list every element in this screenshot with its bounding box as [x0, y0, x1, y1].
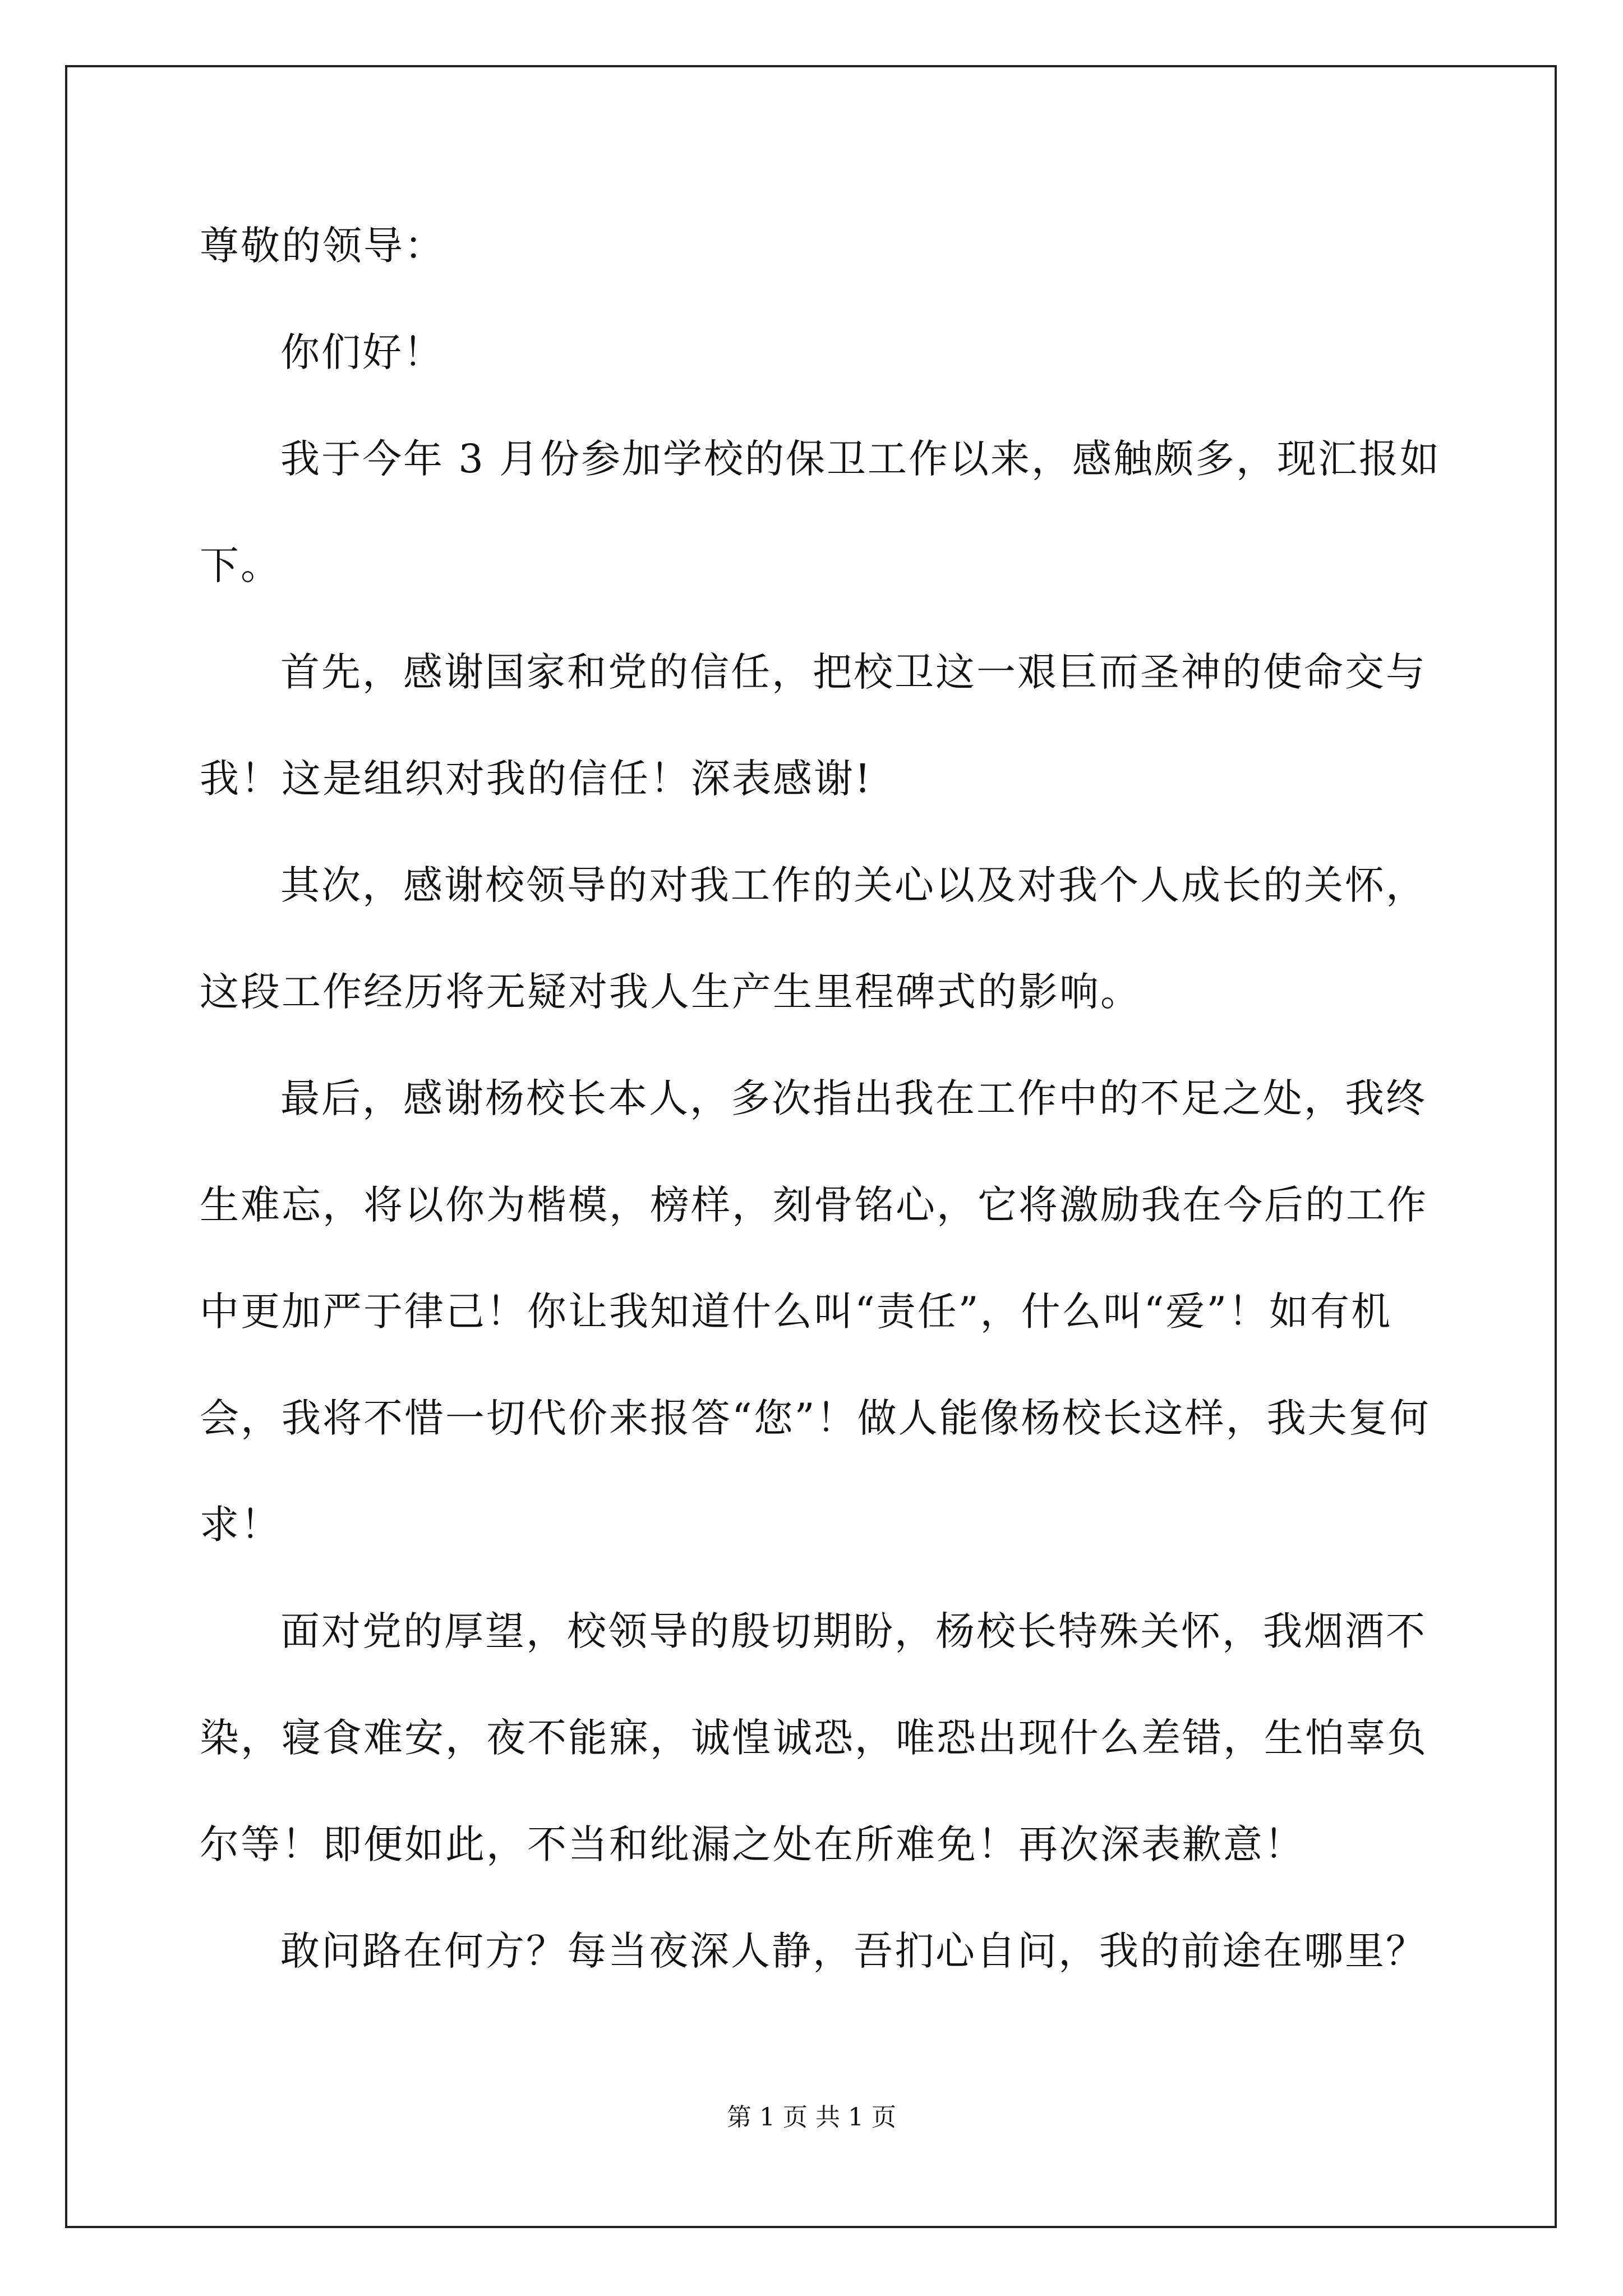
page-number-footer: 第 1 页 共 1 页 [727, 2103, 896, 2132]
paragraph-line: 中更加严于律己！你让我知道什么叫“责任”，什么叫“爱”！如有机 [200, 1289, 1393, 1335]
paragraph-line: 其次，感谢校领导的对我工作的关心以及对我个人成长的关怀， [280, 862, 1427, 908]
paragraph-line: 我！这是组织对我的信任！深表感谢! [200, 756, 873, 802]
paragraph-line: 求！ [200, 1502, 282, 1548]
paragraph-line: 这段工作经历将无疑对我人生产生里程碑式的影响。 [200, 969, 1141, 1015]
paragraph-line: 生难忘，将以你为楷模，榜样，刻骨铭心，它将激励我在今后的工作 [200, 1182, 1428, 1228]
paragraph-line: 首先，感谢国家和党的信任，把校卫这一艰巨而圣神的使命交与 [280, 649, 1427, 695]
page-border [65, 65, 1557, 2228]
greeting: 你们好！ [280, 329, 444, 375]
paragraph-line: 会，我将不惜一切代价来报答“您”！做人能像杨校长这样，我夫复何 [200, 1395, 1431, 1441]
paragraph-line: 染，寝食难安，夜不能寐，诚惶诚恐，唯恐出现什么差错，生怕辜负 [200, 1715, 1428, 1761]
paragraph-line: 下。 [200, 542, 282, 588]
paragraph-line: 面对党的厚望，校领导的殷切期盼，杨校长特殊关怀，我烟酒不 [280, 1608, 1427, 1654]
paragraph-line: 最后，感谢杨校长本人，多次指出我在工作中的不足之处，我终 [280, 1075, 1427, 1121]
paragraph-line: 敢问路在何方？每当夜深人静，吾扪心自问，我的前途在哪里？ [280, 1928, 1427, 1974]
salutation: 尊敬的领导： [200, 223, 445, 269]
paragraph-line: 尔等！即便如此，不当和纰漏之处在所难免！再次深表歉意！ [200, 1821, 1305, 1867]
paragraph-line: 我于今年 3 月份参加学校的保卫工作以来，感触颇多，现汇报如 [280, 436, 1441, 482]
